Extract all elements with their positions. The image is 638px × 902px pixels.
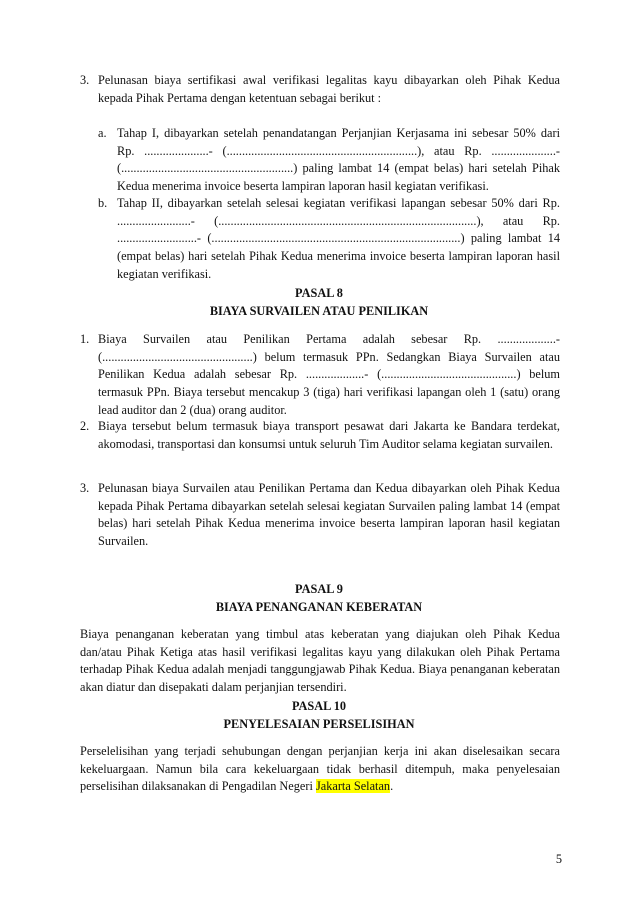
section-title: BIAYA SURVAILEN ATAU PENILIKAN <box>209 304 429 318</box>
highlighted-text: Jakarta Selatan <box>315 779 391 794</box>
list-item: Biaya Survailen atau Penilikan Pertama adalah sebesar Rp. ...................- (.................................................) belum termasuk PPn. Sedangkan Biaya Survailen atau Penilikan Kedua adalah sebesar Rp. ...................- (............................................) belum termasuk PPn. Biaya tersebut mencakup 3 (tiga) hari verifikasi lapangan oleh 1 (satu) orang lead auditor dan 2 (dua) orang auditor. <box>98 332 560 417</box>
list-item: Pelunasan biaya Survailen atau Penilikan Pertama dan Kedua dibayarkan oleh Pihak Kedua kepada Pihak Pertama dibayarkan setelah selesai kegiatan Survailen paling lambat 14 (empat belas) hari setelah Pihak Kedua menerima invoice beserta lampiran laporan hasil kegiatan Survailen. <box>98 481 560 549</box>
section-number: PASAL 8 <box>295 286 343 300</box>
paragraph-stage-1: Tahap I, dibayarkan setelah penandatangan Perjanjian Kerjasama ini sebesar 50% dari Rp. .....................- (..............................................................), atau Rp. .....................- (........................................................) paling lambat 14 (empat belas) hari setelah Pihak Kedua menerima invoice beserta lampiran laporan hasil kegiatan verifikasi. <box>117 126 560 194</box>
page-number: 5 <box>555 852 562 866</box>
section-title: PENYELESAIAN PERSELISIHAN <box>223 717 415 731</box>
sublist-label-b: b. <box>98 196 108 210</box>
section-title: BIAYA PENANGANAN KEBERATAN <box>215 600 423 614</box>
section-number: PASAL 9 <box>295 582 343 596</box>
paragraph-stage-2: Tahap II, dibayarkan setelah selesai kegiatan verifikasi lapangan sebesar 50% dari Rp. ........................- (....................................................................................), atau Rp. ..........................- (.................................................................................) paling lambat 14 (empat belas) hari setelah Pihak Kedua menerima invoice beserta lampiran laporan hasil kegiatan verifikasi. <box>117 196 560 281</box>
list-item: Biaya tersebut belum termasuk biaya transport pesawat dari Jakarta ke Bandara terdekat, akomodasi, transportasi dan konsumsi untuk seluruh Tim Auditor selama kegiatan survailen. <box>98 419 560 451</box>
sublist-label-a: a. <box>98 126 107 140</box>
paragraph-dispute-resolution <box>80 743 560 796</box>
list-number: 2. <box>80 419 90 433</box>
paragraph-text: Perselelisihan yang terjadi sehubungan dengan perjanjian kerja ini akan diselesaikan secara kekeluargaan. Namun bila cara kekeluargaan tidak berhasil ditempuh, maka penyelesaian perselisihan dilaksanakan di Pengadilan Negeri <box>80 744 560 794</box>
paragraph-end: . <box>390 779 394 794</box>
paragraph-payment-terms: Pelunasan biaya sertifikasi awal verifikasi legalitas kayu dibayarkan oleh Pihak Kedua kepada Pihak Pertama dengan ketentuan sebagai berikut : <box>98 73 560 105</box>
paragraph-objection-cost: Biaya penanganan keberatan yang timbul atas keberatan yang diajukan oleh Pihak Kedua dan/atau Pihak Ketiga atas hasil verifikasi legalitas kayu yang dilakukan oleh Pihak Pertama terhadap Pihak Kedua adalah menjadi tanggungjawab Pihak Kedua. Biaya penanganan keberatan akan diatur dan disepakati dalam perjanjian tersendiri. <box>80 627 560 695</box>
list-number: 1. <box>80 332 90 346</box>
list-number: 3. <box>80 481 90 495</box>
section-number: PASAL 10 <box>291 699 347 713</box>
list-number: 3. <box>80 73 90 87</box>
